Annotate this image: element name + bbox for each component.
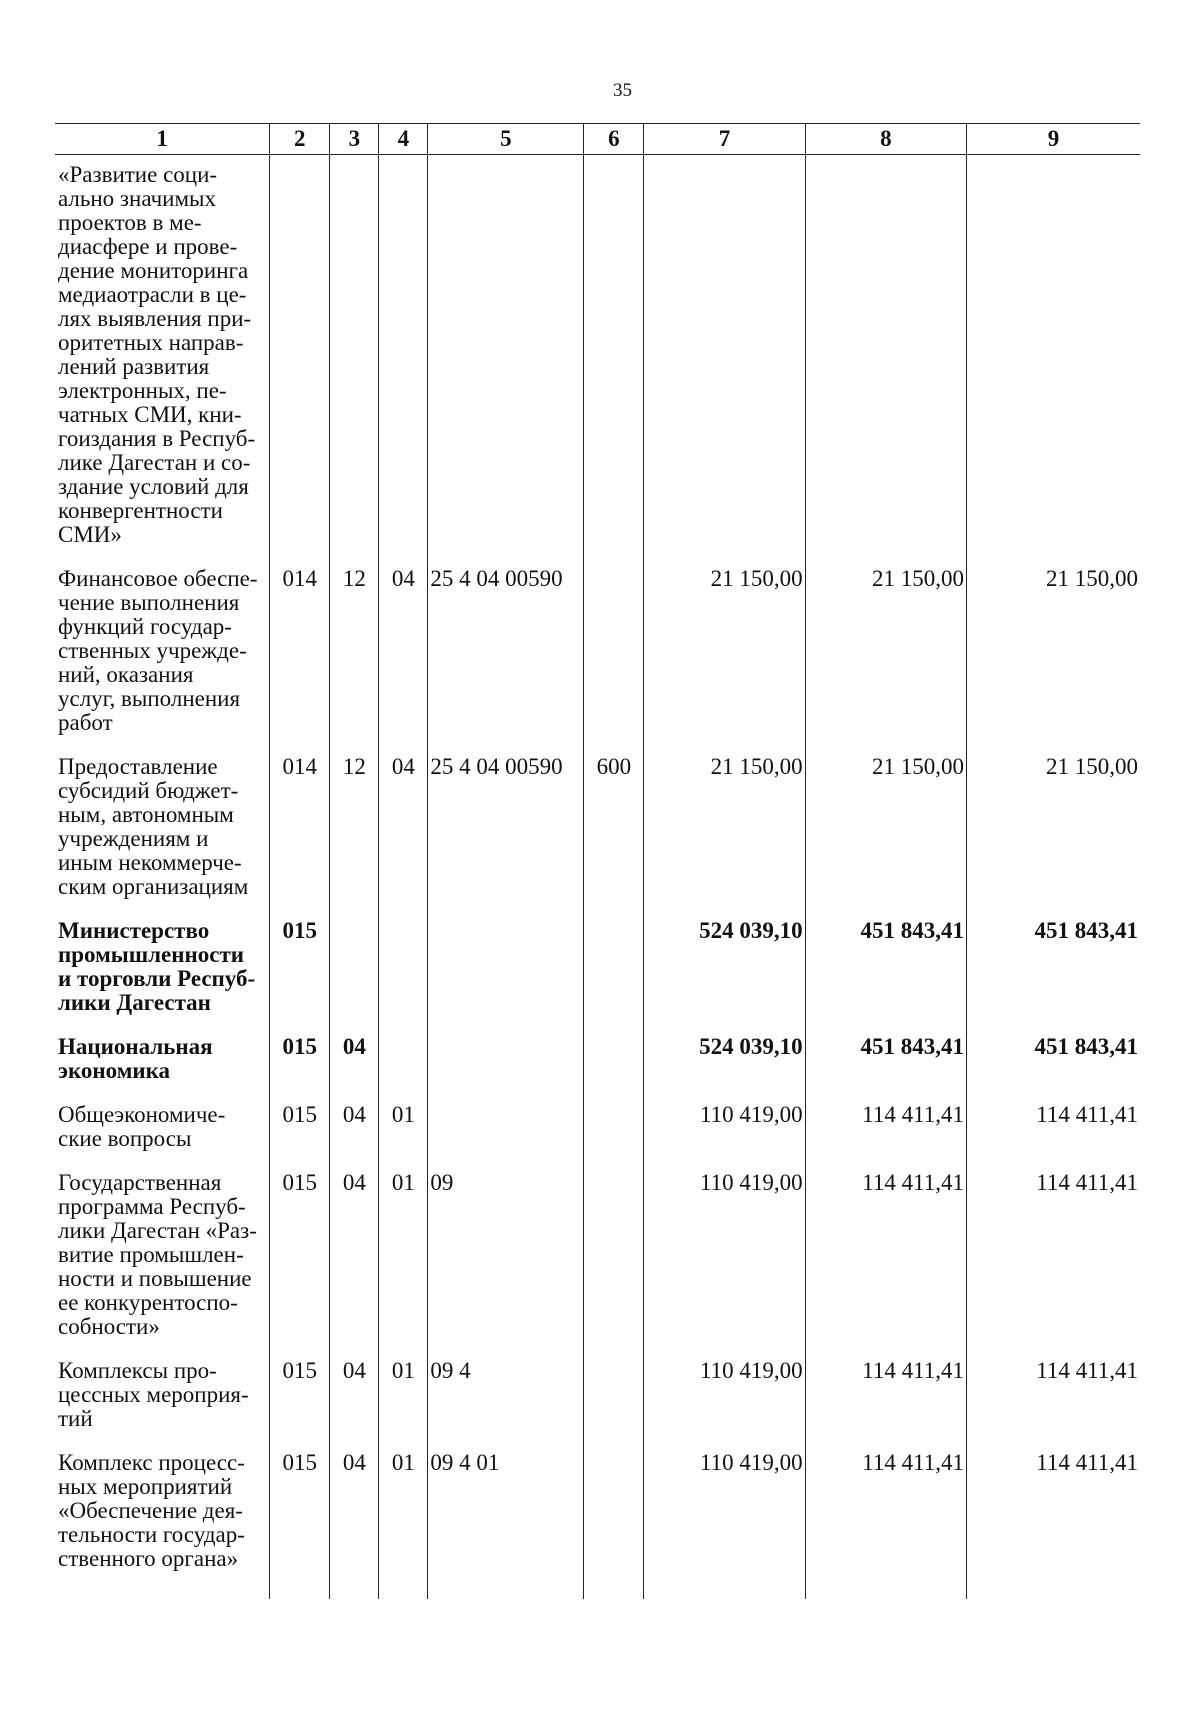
header-col-6: 6 [584, 124, 644, 155]
cell-col-9: 451 843,41 [967, 911, 1140, 1027]
header-col-9: 9 [967, 124, 1140, 155]
cell-col-2 [270, 155, 330, 560]
row-name-line: Комплекс процесс- [58, 1450, 245, 1475]
row-name-line: собности» [58, 1314, 160, 1339]
cell-col-8: 114 411,41 [805, 1443, 966, 1583]
table-row [55, 1027, 1140, 1095]
cell-col-2: 015 [270, 1351, 330, 1443]
cell-col-6 [584, 1163, 644, 1351]
cell-col-5: 25 4 04 00590 [428, 747, 584, 911]
row-name-cell [55, 1095, 270, 1163]
cell-col-5 [428, 911, 584, 1027]
row-name-line: работ [58, 710, 113, 735]
cell-col-9: 114 411,41 [967, 1095, 1140, 1163]
row-name-cell [55, 559, 270, 747]
row-name-cell [55, 155, 270, 560]
row-name-line: ально значимых [58, 186, 217, 211]
filler-cell [270, 1583, 330, 1599]
cell-col-6 [584, 1443, 644, 1583]
cell-col-8: 114 411,41 [805, 1095, 966, 1163]
filler-cell [330, 1583, 379, 1599]
cell-col-3 [330, 155, 379, 560]
header-col-1: 1 [55, 124, 270, 155]
table-row [55, 155, 1140, 560]
row-name-line: Национальная [58, 1034, 213, 1059]
row-name-line: ские вопросы [58, 1126, 192, 1151]
cell-col-8: 114 411,41 [805, 1163, 966, 1351]
row-name-line: витие промышлен- [58, 1242, 244, 1267]
filler-cell [428, 1583, 584, 1599]
cell-col-7: 524 039,10 [644, 1027, 805, 1095]
cell-col-3 [330, 911, 379, 1027]
row-name-cell [55, 747, 270, 911]
cell-col-7: 21 150,00 [644, 747, 805, 911]
cell-col-9: 114 411,41 [967, 1351, 1140, 1443]
row-name-line: ным, автономным [58, 802, 234, 827]
cell-col-5 [428, 1095, 584, 1163]
cell-col-8: 114 411,41 [805, 1351, 966, 1443]
row-name-line: диасфере и прове- [58, 234, 238, 259]
header-col-2: 2 [270, 124, 330, 155]
cell-col-2: 015 [270, 911, 330, 1027]
row-name-line: ности и повышение [58, 1266, 252, 1291]
row-name-line: гоиздания в Респуб- [58, 426, 256, 451]
cell-col-6 [584, 1351, 644, 1443]
cell-col-7: 110 419,00 [644, 1095, 805, 1163]
row-name-line: Государственная [58, 1170, 222, 1195]
row-name-line: лике Дагестан и со- [58, 450, 251, 475]
cell-col-6 [584, 155, 644, 560]
row-name-cell [55, 1351, 270, 1443]
row-name-cell [55, 1027, 270, 1095]
cell-col-5 [428, 1027, 584, 1095]
cell-col-5: 09 4 01 [428, 1443, 584, 1583]
cell-col-6 [584, 1095, 644, 1163]
row-name-line: промышленности [58, 942, 245, 967]
header-col-8: 8 [805, 124, 966, 155]
row-name-line: ственных учрежде- [58, 638, 247, 663]
cell-col-3: 12 [330, 559, 379, 747]
cell-col-6 [584, 559, 644, 747]
header-row [55, 124, 1140, 155]
cell-col-7: 110 419,00 [644, 1163, 805, 1351]
cell-col-7 [644, 155, 805, 560]
row-name-line: «Развитие соци- [58, 162, 218, 187]
header-col-5: 5 [428, 124, 584, 155]
row-name-line: лики Дагестан [58, 990, 211, 1015]
cell-col-7: 524 039,10 [644, 911, 805, 1027]
filler-cell [584, 1583, 644, 1599]
row-name-line: конвергентности [58, 498, 223, 523]
cell-col-4: 01 [379, 1443, 428, 1583]
row-name-line: субсидий бюджет- [58, 778, 239, 803]
table-row [55, 1163, 1140, 1351]
cell-col-5 [428, 155, 584, 560]
cell-col-3: 04 [330, 1163, 379, 1351]
table-row [55, 747, 1140, 911]
cell-col-3: 04 [330, 1027, 379, 1095]
cell-col-4: 01 [379, 1351, 428, 1443]
cell-col-2: 015 [270, 1027, 330, 1095]
cell-col-5: 09 [428, 1163, 584, 1351]
row-name-line: медиаотрасли в це- [58, 282, 247, 307]
filler-cell [55, 1583, 270, 1599]
row-name-line: ским организациям [58, 874, 249, 899]
row-name-line: ных мероприятий [58, 1474, 233, 1499]
cell-col-8: 451 843,41 [805, 911, 966, 1027]
row-name-line: «Обеспечение дея- [58, 1498, 243, 1523]
filler-cell [967, 1583, 1140, 1599]
cell-col-9: 21 150,00 [967, 747, 1140, 911]
cell-col-2: 015 [270, 1163, 330, 1351]
cell-col-3: 04 [330, 1443, 379, 1583]
cell-col-5: 09 4 [428, 1351, 584, 1443]
filler-cell [644, 1583, 805, 1599]
row-name-cell [55, 911, 270, 1027]
table-row [55, 1351, 1140, 1443]
row-name-line: проектов в ме- [58, 210, 202, 235]
row-name-line: ний, оказания [58, 662, 194, 687]
cell-col-5: 25 4 04 00590 [428, 559, 584, 747]
row-name-line: программа Респуб- [58, 1194, 246, 1219]
row-name-line: ственного органа» [58, 1546, 239, 1571]
row-name-cell [55, 1443, 270, 1583]
table-row [55, 1095, 1140, 1163]
cell-col-8: 451 843,41 [805, 1027, 966, 1095]
table-row [55, 1443, 1140, 1583]
cell-col-4 [379, 911, 428, 1027]
header-col-7: 7 [644, 124, 805, 155]
row-name-line: Министерство [58, 918, 210, 943]
cell-col-9 [967, 155, 1140, 560]
cell-col-4: 01 [379, 1163, 428, 1351]
filler-cell [379, 1583, 428, 1599]
row-name-line: услуг, выполнения [58, 686, 241, 711]
table-row [55, 911, 1140, 1027]
cell-col-4 [379, 155, 428, 560]
row-name-line: чение выполнения [58, 590, 240, 615]
row-name-line: тий [58, 1406, 93, 1431]
budget-table [55, 123, 1140, 1599]
cell-col-7: 110 419,00 [644, 1351, 805, 1443]
table-header [55, 124, 1140, 155]
cell-col-3: 04 [330, 1095, 379, 1163]
row-name-line: лики Дагестан «Раз- [58, 1218, 257, 1243]
cell-col-3: 12 [330, 747, 379, 911]
cell-col-4: 04 [379, 559, 428, 747]
row-name-line: цессных мероприя- [58, 1382, 249, 1407]
cell-col-7: 110 419,00 [644, 1443, 805, 1583]
row-name-line: Комплексы про- [58, 1358, 217, 1383]
table-body [55, 155, 1140, 1600]
row-name-line: дение мониторинга [58, 258, 249, 283]
row-name-line: учреждениям и [58, 826, 209, 851]
row-name-line: Финансовое обеспе- [58, 566, 258, 591]
cell-col-6: 600 [584, 747, 644, 911]
filler-cell [805, 1583, 966, 1599]
cell-col-9: 114 411,41 [967, 1163, 1140, 1351]
row-name-line: Предоставление [58, 754, 218, 779]
cell-col-2: 015 [270, 1095, 330, 1163]
row-name-line: функций государ- [58, 614, 232, 639]
cell-col-2: 015 [270, 1443, 330, 1583]
cell-col-7: 21 150,00 [644, 559, 805, 747]
cell-col-4: 01 [379, 1095, 428, 1163]
cell-col-8: 21 150,00 [805, 559, 966, 747]
cell-col-9: 114 411,41 [967, 1443, 1140, 1583]
row-name-line: чатных СМИ, кни- [58, 402, 242, 427]
page-number: 35 [613, 80, 632, 101]
cell-col-8: 21 150,00 [805, 747, 966, 911]
header-col-4: 4 [379, 124, 428, 155]
row-name-line: Общеэкономиче- [58, 1102, 226, 1127]
row-name-line: лях выявления при- [58, 306, 252, 331]
row-name-line: экономика [58, 1058, 171, 1083]
row-name-line: тельности государ- [58, 1522, 245, 1547]
row-name-line: ее конкурентоспо- [58, 1290, 238, 1315]
cell-col-2: 014 [270, 559, 330, 747]
cell-col-4 [379, 1027, 428, 1095]
header-col-3: 3 [330, 124, 379, 155]
cell-col-9: 21 150,00 [967, 559, 1140, 747]
cell-col-6 [584, 1027, 644, 1095]
row-name-line: оритетных направ- [58, 330, 244, 355]
row-name-line: и торговли Респуб- [58, 966, 256, 991]
cell-col-3: 04 [330, 1351, 379, 1443]
row-name-line: здание условий для [58, 474, 249, 499]
row-name-cell [55, 1163, 270, 1351]
filler-row [55, 1583, 1140, 1599]
cell-col-6 [584, 911, 644, 1027]
cell-col-9: 451 843,41 [967, 1027, 1140, 1095]
cell-col-4: 04 [379, 747, 428, 911]
cell-col-8 [805, 155, 966, 560]
row-name-line: электронных, пе- [58, 378, 227, 403]
cell-col-2: 014 [270, 747, 330, 911]
table-row [55, 559, 1140, 747]
row-name-line: иным некоммерче- [58, 850, 242, 875]
row-name-line: лений развития [58, 354, 210, 379]
row-name-line: СМИ» [58, 522, 122, 547]
